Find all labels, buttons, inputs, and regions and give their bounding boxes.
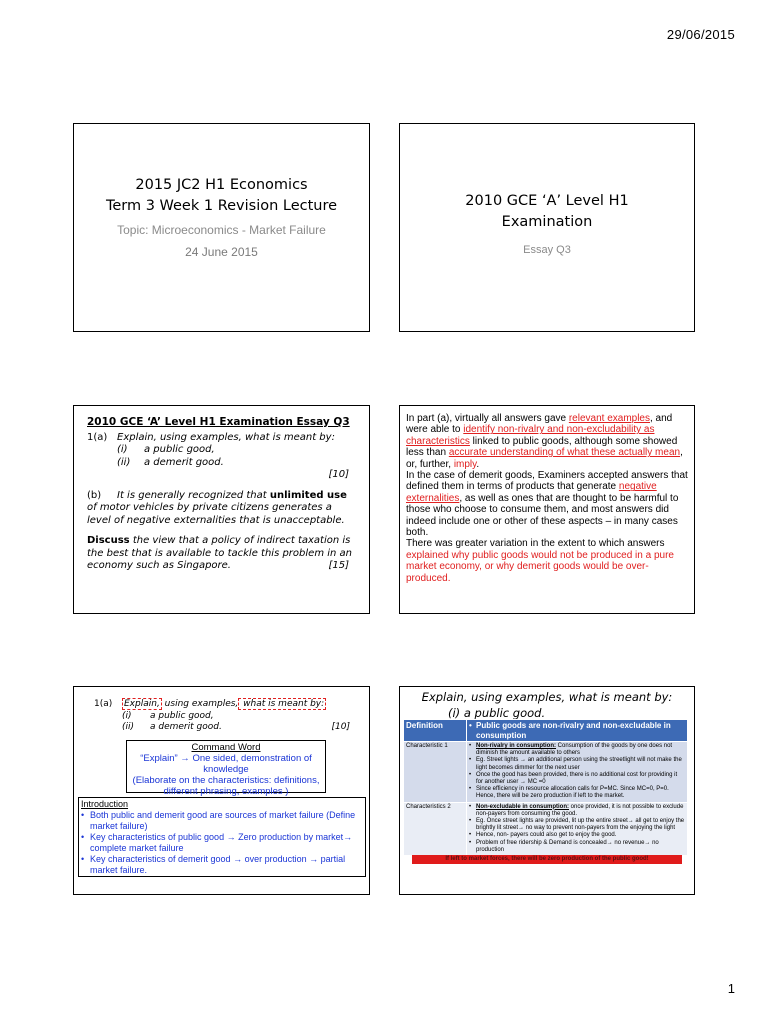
report-paragraph-2: In the case of demerit goods, Examiners accepted answers that defined them in terms of products that generate negative externalities, as well as ones that are thought to be harmful to those who choose to consume them, and most answers did indeed include one or other of these aspects – in many cases both. <box>406 470 688 539</box>
title-line-2: Examination <box>501 214 593 230</box>
list-item: • Once the good has been provided, there is no additional cost for providing it for another user → MC =0 <box>469 772 685 786</box>
q1b-label: (b) <box>87 489 102 501</box>
table-label-cell: Characteristic 1 <box>404 742 467 803</box>
page-number: 1 <box>727 981 735 996</box>
part-i-text: a public good, <box>144 444 215 455</box>
list-item: • Non-excludable in consumption: once provided, it is not possible to exclude non-payers from consuming the good. <box>469 804 685 818</box>
command-word-box <box>126 740 326 797</box>
topic-text: Topic: Microeconomics - Market Failure <box>117 223 326 237</box>
title-line-2: Term 3 Week 1 Revision Lecture <box>105 198 338 214</box>
question-1b <box>87 490 355 528</box>
list-item: • Non-rivalry in consumption: Consumption of the goods by one does not diminish the amount available to others <box>469 743 685 757</box>
public-good-table <box>403 719 688 856</box>
page-date: 29/06/2015 <box>666 27 735 42</box>
introduction-title: Introduction <box>81 799 129 809</box>
q1a-label: 1(a) <box>87 431 108 443</box>
command-word-title: Command Word <box>191 742 261 753</box>
question-part-ii <box>87 457 355 470</box>
list-item: • Eg. Street lights → an additional person using the streetlight will not make the light becomes dimmer for the next user <box>469 757 685 771</box>
table-row <box>404 802 688 855</box>
discuss-bold: Discuss <box>87 535 130 546</box>
report-paragraph-1: In part (a), virtually all answers gave relevant examples, and were able to identify non-rivalry and non-excludability as characteristics linked to public goods, although some showed less than accurate understanding of what these actually mean, or, further, imply. <box>406 413 683 470</box>
list-item: • Both public and demerit good are sources of market failure (Define market failure) <box>81 810 363 832</box>
list-item: • Key characteristics of public good → Zero production by market→ complete market failure <box>81 832 363 854</box>
slide-public-good-table <box>399 686 695 895</box>
title-line-1: 2015 JC2 H1 Economics <box>135 177 308 193</box>
introduction-list <box>81 810 363 876</box>
list-item: • Since efficiency in resource allocation calls for P=MC. Since MC=0, P=0. Hence, there will be zero production if left to the market. <box>469 786 685 800</box>
footer-banner: If left to market forces, there will be zero production of the public good! <box>412 855 682 864</box>
q1b-text-post: of motor vehicles by private citizens generates a level of negative externalities that is unacceptable. <box>87 502 345 526</box>
report-body <box>406 413 688 584</box>
command-word-line-2: (Elaborate on the characteristics: definitions, different phrasing, examples ) <box>132 775 320 797</box>
slide-subtitle: Essay Q3 <box>523 244 571 256</box>
table-label-cell: Characteristics 2 <box>404 802 467 855</box>
slide-essay-question <box>73 405 370 614</box>
table-header-cell <box>467 720 688 742</box>
part-i-label: (i) <box>117 444 128 455</box>
question-label: 1(a) <box>94 699 113 709</box>
question-body <box>87 416 355 573</box>
slide-exam-title <box>399 123 695 332</box>
marks-a: [10] <box>328 469 349 480</box>
question-part-i: (i) a public good, <box>122 710 214 721</box>
slide-subheading: (i) a public good. <box>448 706 546 720</box>
slide-title-lecture <box>73 123 370 332</box>
title-line-1: 2010 GCE ‘A’ Level H1 <box>465 193 629 209</box>
slide-command-word <box>73 686 370 895</box>
definition-text: • Public goods are non-rivalry and non-excludable in consumption <box>469 721 685 740</box>
part-ii-text: a demerit good. <box>144 456 224 468</box>
question-part-i <box>87 444 355 457</box>
report-paragraph-3: There was greater variation in the extent to which answers explained why public goods would not be produced in a pure market economy, or why demerit goods would be over-produced. <box>406 538 674 584</box>
list-item: • Key characteristics of demerit good → over production → partial market failure. <box>81 854 363 876</box>
slide-examiner-report <box>399 405 695 614</box>
table-cell <box>467 802 688 855</box>
question-part-ii: (ii) a demerit good. <box>122 722 222 732</box>
part-ii-label: (ii) <box>117 456 131 468</box>
table-row <box>404 742 688 803</box>
slide-title <box>400 191 694 233</box>
command-word-line-1: “Explain” → One sided, demonstration of knowledge <box>140 753 312 775</box>
question-block <box>94 699 356 734</box>
question-line <box>94 699 356 711</box>
slide-title <box>74 175 369 217</box>
what-is-meant-keyword: what is meant by: <box>240 699 325 709</box>
table-row <box>404 720 688 742</box>
q1a-text: Explain, using examples, what is meant by: <box>117 431 335 443</box>
discuss-body: the view that a policy of indirect taxation is the best that is available to tackle this problem in an economy such as Singapore. <box>87 535 352 571</box>
lecture-date: 24 June 2015 <box>185 245 258 259</box>
question-heading: 2010 GCE ‘A’ Level H1 Examination Essay Q3 <box>87 416 350 428</box>
table-cell <box>467 742 688 803</box>
table-header-cell: Definition <box>404 720 467 742</box>
using-examples-text: using examples, <box>161 699 239 709</box>
marks: [10] <box>331 722 350 732</box>
discuss-text <box>87 535 355 573</box>
introduction-box <box>78 797 366 877</box>
marks-b: [15] <box>328 560 349 571</box>
list-item: • Eg. Once street lights are provided, lit up the entire street→ all get to enjoy the brightly lit street→ no way to prevent non-payers from the enjoying the light <box>469 818 685 832</box>
q1b-bold: unlimited use <box>269 489 347 501</box>
slide-heading: Explain, using examples, what is meant by: <box>421 690 673 704</box>
question-1a <box>87 432 355 445</box>
list-item: • Hence, non- payers could also get to enjoy the good. <box>469 832 685 839</box>
explain-keyword: Explain, <box>124 699 160 709</box>
list-item: • Problem of free ridership & Demand is concealed→ no revenue→ no production <box>469 840 685 854</box>
q1b-text-pre: It is generally recognized that <box>117 489 270 501</box>
